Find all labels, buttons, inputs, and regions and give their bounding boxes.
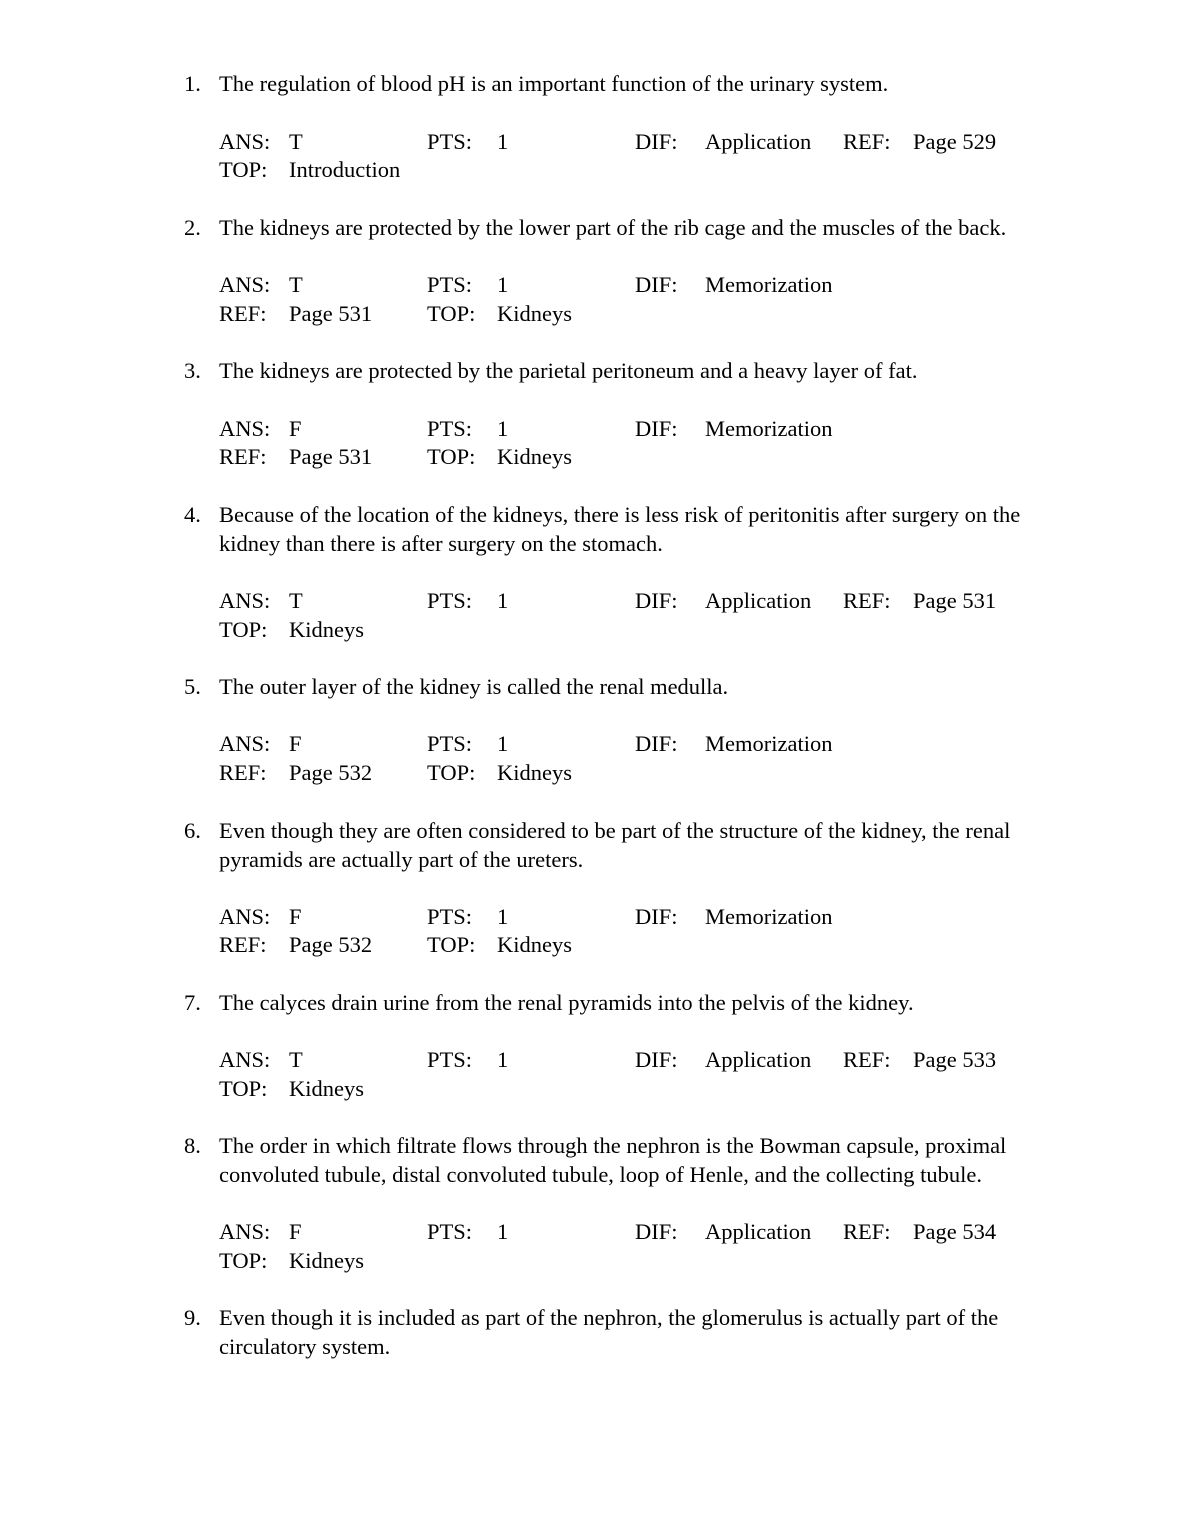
pts-label: PTS: (427, 731, 473, 756)
question-number: 8. (184, 1133, 201, 1158)
question-number: 9. (184, 1305, 201, 1330)
dif-label: DIF: (635, 731, 678, 756)
reference-row (0, 442, 1190, 471)
ref-label: REF: (219, 932, 267, 957)
ans-value: F (289, 416, 302, 441)
top-value: Kidneys (289, 617, 364, 642)
top-label: TOP: (427, 301, 476, 326)
question-text: Even though it is included as part of the nephron, the glomerulus is actually part of the circulatory system. (219, 1305, 999, 1359)
question-text: The order in which filtrate flows through the nephron is the Bowman capsule, proximal convoluted tubule, distal convoluted tubule, loop of Henle, and the collecting tubule. (219, 1133, 1007, 1187)
ans-value: T (289, 588, 303, 613)
reference-row (0, 930, 1190, 959)
top-label: TOP: (219, 157, 268, 182)
question-number: 2. (184, 215, 201, 240)
ans-value: T (289, 272, 303, 297)
question-number: 4. (184, 502, 201, 527)
ans-value: F (289, 904, 302, 929)
reference-row (0, 299, 1190, 328)
pts-label: PTS: (427, 1219, 473, 1244)
top-value: Kidneys (497, 301, 572, 326)
pts-value: 1 (497, 1047, 509, 1072)
ref-value: Page 531 (289, 444, 373, 469)
ref-value: Page 531 (289, 301, 373, 326)
ref-label: REF: (219, 444, 267, 469)
dif-label: DIF: (635, 904, 678, 929)
top-value: Kidneys (289, 1248, 364, 1273)
question-number: 3. (184, 358, 201, 383)
pts-value: 1 (497, 731, 509, 756)
dif-value: Memorization (705, 272, 833, 297)
answer-row (0, 1045, 1190, 1074)
pts-value: 1 (497, 1219, 509, 1244)
ans-label: ANS: (219, 129, 271, 154)
ref-label: REF: (843, 1219, 891, 1244)
ref-label: REF: (843, 1047, 891, 1072)
top-label: TOP: (427, 444, 476, 469)
question-number: 7. (184, 990, 201, 1015)
pts-label: PTS: (427, 588, 473, 613)
question-number: 6. (184, 818, 201, 843)
reference-row (0, 758, 1190, 787)
answer-row (0, 729, 1190, 758)
ref-label: REF: (843, 588, 891, 613)
dif-label: DIF: (635, 1047, 678, 1072)
pts-label: PTS: (427, 904, 473, 929)
top-value: Kidneys (289, 1076, 364, 1101)
dif-label: DIF: (635, 416, 678, 441)
ref-value: Page 532 (289, 760, 373, 785)
topic-row (0, 1074, 1190, 1103)
ref-label: REF: (843, 129, 891, 154)
answer-row (0, 902, 1190, 931)
pts-value: 1 (497, 588, 509, 613)
answer-row (0, 414, 1190, 443)
pts-label: PTS: (427, 129, 473, 154)
ans-label: ANS: (219, 588, 271, 613)
pts-value: 1 (497, 272, 509, 297)
top-value: Kidneys (497, 760, 572, 785)
question-text: The calyces drain urine from the renal pyramids into the pelvis of the kidney. (219, 990, 914, 1015)
pts-label: PTS: (427, 272, 473, 297)
ans-label: ANS: (219, 1219, 271, 1244)
pts-value: 1 (497, 904, 509, 929)
dif-value: Memorization (705, 904, 833, 929)
ref-value: Page 533 (913, 1047, 997, 1072)
pts-label: PTS: (427, 416, 473, 441)
dif-label: DIF: (635, 272, 678, 297)
pts-value: 1 (497, 416, 509, 441)
top-value: Kidneys (497, 444, 572, 469)
topic-row (0, 615, 1190, 644)
dif-value: Memorization (705, 416, 833, 441)
question-text: Even though they are often considered to be part of the structure of the kidney, the renal pyramids are actually part of the ureters. (219, 818, 1011, 872)
ans-label: ANS: (219, 731, 271, 756)
question-number: 5. (184, 674, 201, 699)
ans-label: ANS: (219, 416, 271, 441)
ans-label: ANS: (219, 1047, 271, 1072)
top-label: TOP: (219, 617, 268, 642)
dif-value: Application (705, 588, 812, 613)
ref-value: Page 531 (913, 588, 997, 613)
answer-row (0, 1217, 1190, 1246)
ref-label: REF: (219, 760, 267, 785)
top-value: Introduction (289, 157, 401, 182)
dif-label: DIF: (635, 129, 678, 154)
ans-value: F (289, 731, 302, 756)
top-label: TOP: (219, 1076, 268, 1101)
ref-value: Page 534 (913, 1219, 997, 1244)
topic-row (0, 155, 1190, 184)
answer-row (0, 586, 1190, 615)
top-label: TOP: (427, 760, 476, 785)
ref-label: REF: (219, 301, 267, 326)
dif-value: Application (705, 1047, 812, 1072)
answer-row (0, 270, 1190, 299)
answer-row (0, 127, 1190, 156)
dif-value: Application (705, 129, 812, 154)
dif-label: DIF: (635, 1219, 678, 1244)
top-value: Kidneys (497, 932, 572, 957)
ref-value: Page 532 (289, 932, 373, 957)
question-number: 1. (184, 71, 201, 96)
ans-value: T (289, 129, 303, 154)
topic-row (0, 1246, 1190, 1275)
dif-label: DIF: (635, 588, 678, 613)
pts-label: PTS: (427, 1047, 473, 1072)
question-text: The regulation of blood pH is an important function of the urinary system. (219, 71, 889, 96)
ans-value: F (289, 1219, 302, 1244)
dif-value: Application (705, 1219, 812, 1244)
top-label: TOP: (219, 1248, 268, 1273)
ans-label: ANS: (219, 904, 271, 929)
ref-value: Page 529 (913, 129, 997, 154)
ans-value: T (289, 1047, 303, 1072)
pts-value: 1 (497, 129, 509, 154)
ans-label: ANS: (219, 272, 271, 297)
question-text: The kidneys are protected by the lower part of the rib cage and the muscles of the back. (219, 215, 1007, 240)
question-text: The outer layer of the kidney is called the renal medulla. (219, 674, 729, 699)
question-text: Because of the location of the kidneys, there is less risk of peritonitis after surgery on the kidney than there is after surgery on the stomach. (219, 502, 1021, 556)
question-text: The kidneys are protected by the parietal peritoneum and a heavy layer of fat. (219, 358, 918, 383)
dif-value: Memorization (705, 731, 833, 756)
top-label: TOP: (427, 932, 476, 957)
